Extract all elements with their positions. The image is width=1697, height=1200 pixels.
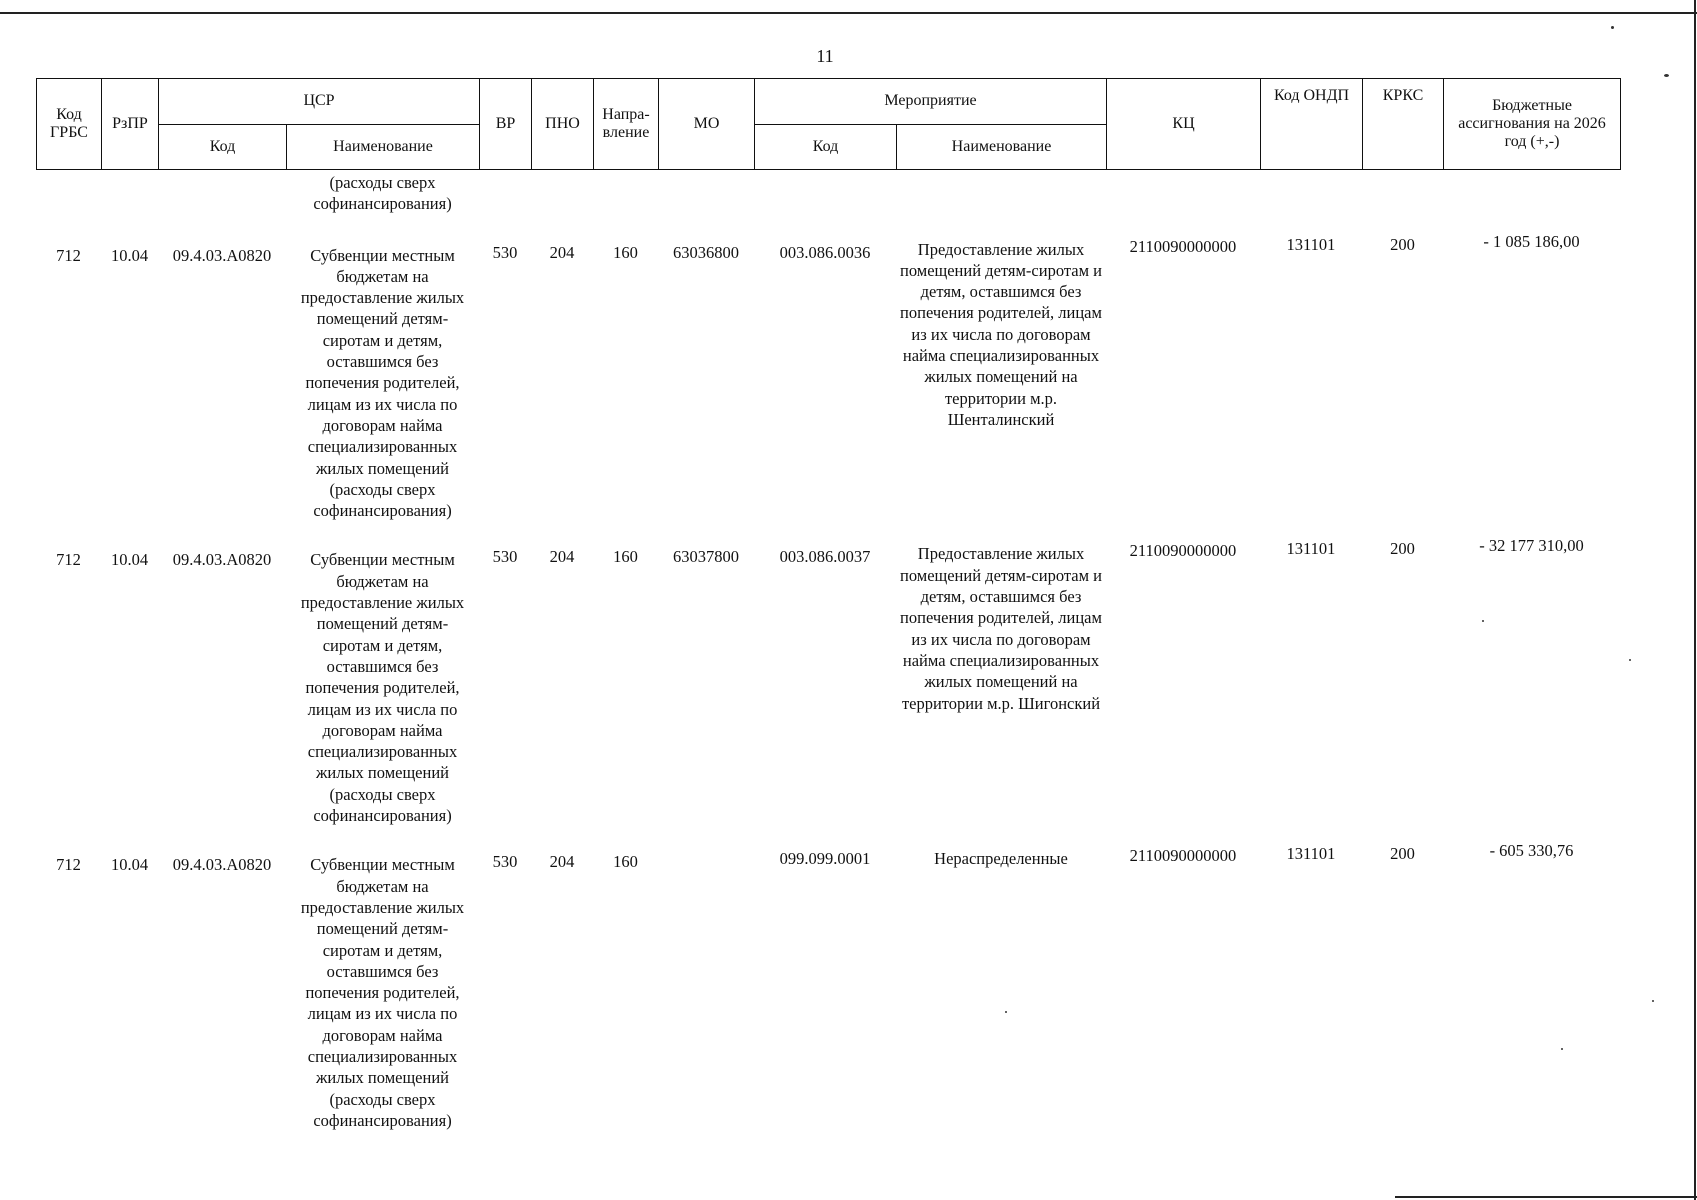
table-row	[36, 834, 1620, 1139]
cell-amount: - 605 330,76	[1489, 841, 1574, 861]
cell-grbs: 712	[56, 550, 81, 570]
cell-kc: 2110090000000	[1129, 236, 1237, 256]
cell-mo: 63037800	[673, 547, 739, 567]
cell-napr: 160	[613, 242, 638, 262]
cell-vr: 530	[492, 547, 518, 567]
scan-speck	[1482, 620, 1484, 622]
header-kod-grbs: Код ГРБС	[37, 79, 102, 170]
header-meropriyatie: Мероприятие	[755, 79, 1107, 125]
cell-mer-name: Предоставление жилых помещений детям-сиротам и детям, оставшимся без попечения родителей, лицам из их числа по договорам найма специализированных жилых помещений на территории м.р. Шенталинский	[900, 239, 1102, 429]
cell-csr-kod: 09.4.03.А0820	[172, 245, 272, 265]
cell-mer-kod: 003.086.0036	[779, 242, 871, 262]
cell-napr: 160	[613, 852, 638, 872]
scan-border-top	[0, 12, 1697, 14]
header-csr-name: Наименование	[287, 124, 480, 170]
cell-rzpr: 10.04	[110, 550, 149, 570]
header-mer-name: Наименование	[897, 124, 1107, 170]
scan-speck	[1629, 659, 1631, 661]
cell-csr-name: Субвенции местным бюджетам на предоставление жилых помещений детям-сиротам и детям, оставшимся без попечения родителей, лицам из их числа по договорам найма специализированных жилых помещений (расходы сверх софинансирования)	[300, 245, 465, 521]
table-row	[36, 529, 1620, 834]
cell-krks: 200	[1390, 234, 1415, 254]
scan-speck	[1664, 74, 1669, 77]
cell-napr: 160	[613, 547, 638, 567]
header-mo: МО	[659, 79, 755, 170]
header-napravlenie: Напра-вление	[594, 79, 659, 170]
scan-speck	[1611, 26, 1614, 29]
cell-mo: 63036800	[673, 242, 739, 262]
cell-vr: 530	[492, 852, 518, 872]
cell-amount: - 32 177 310,00	[1479, 536, 1584, 556]
cell-kc: 2110090000000	[1129, 846, 1237, 866]
cell-amount: - 1 085 186,00	[1483, 231, 1580, 251]
continuation-text: (расходы сверх софинансирования)	[313, 173, 452, 214]
header-mer-kod: Код	[755, 124, 897, 170]
cell-vr: 530	[492, 242, 518, 262]
cell-mer-kod: 003.086.0037	[779, 547, 871, 567]
cell-pno: 204	[549, 852, 575, 872]
header-csr: ЦСР	[159, 79, 480, 125]
cell-grbs: 712	[56, 855, 81, 875]
table-row-continuation	[36, 172, 1620, 225]
cell-mer-name: Предоставление жилых помещений детям-сиротам и детям, оставшимся без попечения родителей, лицам из их числа по договорам найма специализированных жилых помещений на территории м.р. Шигонский	[900, 544, 1102, 713]
header-krks: КРКС	[1363, 79, 1444, 170]
scan-speck	[1561, 1048, 1563, 1050]
page-number: 11	[816, 46, 834, 66]
header-pno: ПНО	[532, 79, 594, 170]
cell-csr-name: Субвенции местным бюджетам на предоставление жилых помещений детям-сиротам и детям, оставшимся без попечения родителей, лицам из их числа по договорам найма специализированных жилых помещений (расходы сверх софинансирования)	[300, 855, 465, 1130]
table-row	[36, 225, 1620, 530]
scan-speck	[1652, 1000, 1654, 1002]
scan-border-bottom	[1395, 1196, 1697, 1198]
cell-csr-name: Субвенции местным бюджетам на предоставление жилых помещений детям-сиротам и детям, оставшимся без попечения родителей, лицам из их числа по договорам найма специализированных жилых помещений (расходы сверх софинансирования)	[300, 550, 465, 826]
cell-ondp: 131101	[1286, 539, 1336, 559]
cell-ondp: 131101	[1286, 234, 1336, 254]
cell-csr-kod: 09.4.03.А0820	[172, 855, 272, 875]
cell-mer-name: Нераспределенные	[934, 849, 1068, 869]
cell-csr-kod: 09.4.03.А0820	[172, 550, 272, 570]
cell-rzpr: 10.04	[110, 855, 149, 875]
table-header	[36, 78, 1620, 170]
header-kod-ondp: Код ОНДП	[1261, 79, 1363, 170]
cell-pno: 204	[549, 547, 575, 567]
table-body	[36, 172, 1620, 1139]
header-rzpr: РзПР	[102, 79, 159, 170]
scan-speck	[1005, 1011, 1007, 1013]
cell-kc: 2110090000000	[1129, 541, 1237, 561]
cell-krks: 200	[1390, 844, 1415, 864]
cell-rzpr: 10.04	[110, 245, 149, 265]
cell-pno: 204	[549, 242, 575, 262]
cell-ondp: 131101	[1286, 844, 1336, 864]
cell-grbs: 712	[56, 245, 81, 265]
cell-krks: 200	[1390, 539, 1415, 559]
header-budget: Бюджетные ассигнования на 2026 год (+,-)	[1444, 79, 1621, 170]
header-csr-kod: Код	[159, 124, 287, 170]
cell-mer-kod: 099.099.0001	[779, 849, 871, 869]
header-kc: КЦ	[1107, 79, 1261, 170]
scan-border-right	[1694, 0, 1696, 1200]
cell-mo	[658, 834, 754, 1139]
header-vr: ВР	[480, 79, 532, 170]
